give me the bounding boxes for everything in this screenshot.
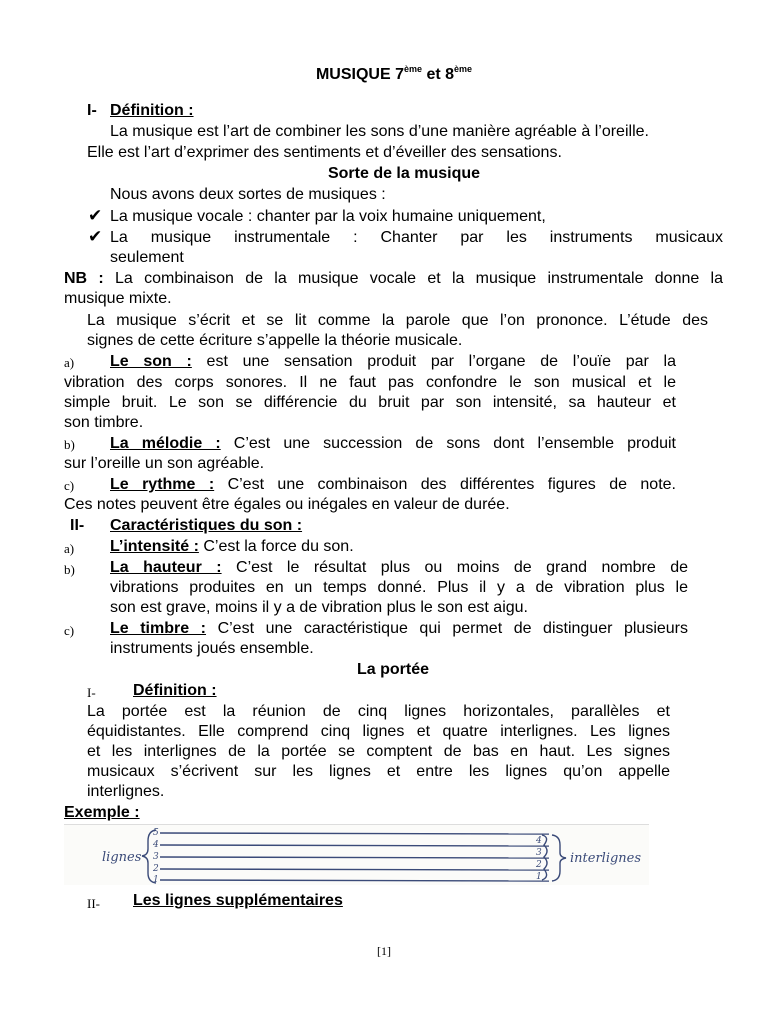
section-heading-definition-portee: Définition : bbox=[133, 682, 217, 699]
staff-line-number: 5 bbox=[153, 828, 159, 838]
staff-space-number: 4 bbox=[536, 836, 542, 846]
staff-line bbox=[160, 833, 549, 834]
section-number: I- bbox=[87, 102, 97, 119]
staff-line-number: 1 bbox=[153, 875, 159, 885]
staff-left-label: lignes bbox=[102, 850, 142, 865]
staff-line bbox=[160, 880, 549, 881]
list-item-continuation: seulement bbox=[110, 249, 184, 266]
paragraph-line: sur l’oreille un son agréable. bbox=[64, 455, 265, 472]
staff-line-number: 4 bbox=[153, 840, 159, 850]
list-marker: c) bbox=[64, 478, 75, 493]
definition-melodie: La mélodie : C’est une succession de sons dont l’ensemble produit bbox=[110, 435, 676, 452]
definition-intensite: L’intensité : C’est la force du son. bbox=[110, 538, 354, 555]
subsection-heading: La portée bbox=[356, 661, 429, 678]
paragraph-line: musique mixte. bbox=[64, 290, 172, 307]
term-timbre: Le timbre : bbox=[110, 620, 207, 637]
example-label: Exemple : bbox=[64, 804, 140, 821]
staff-space-number: 2 bbox=[536, 860, 542, 870]
paragraph-line: instruments joués ensemble. bbox=[110, 640, 314, 657]
nb-label: NB : bbox=[64, 270, 104, 287]
list-marker: a) bbox=[64, 355, 75, 370]
paragraph-line: signes de cette écriture s’appelle la théorie musicale. bbox=[87, 332, 463, 349]
list-marker: c) bbox=[64, 623, 75, 638]
paragraph-line: et les interlignes de la portée se comptent de bas en haut. Les signes bbox=[87, 743, 670, 760]
checkmark-icon: ✔ bbox=[88, 227, 103, 247]
definition-hauteur: La hauteur : C’est le résultat plus ou moins de grand nombre de bbox=[110, 559, 689, 576]
checkmark-icon: ✔ bbox=[88, 206, 103, 226]
staff-line bbox=[160, 845, 549, 846]
page-number: [1] bbox=[377, 944, 391, 958]
definition-son: Le son : est une sensation produit par l’organe de l’ouïe par la bbox=[110, 353, 676, 370]
term-son: Le son : bbox=[110, 353, 192, 370]
paragraph-line: La portée est la réunion de cinq lignes horizontales, parallèles et bbox=[87, 703, 670, 720]
staff-space-number: 1 bbox=[536, 872, 542, 882]
list-marker: a) bbox=[64, 541, 75, 556]
section-heading-caracteristiques: Caractéristiques du son : bbox=[110, 517, 303, 534]
paragraph-line: Nous avons deux sortes de musiques : bbox=[110, 186, 386, 203]
paragraph-line: musicaux s’écrivent sur les lignes et entre les lignes qu’on appelle bbox=[87, 763, 670, 780]
paragraph-line: Ces notes peuvent être égales ou inégales en valeur de durée. bbox=[64, 496, 510, 513]
section-number: II- bbox=[70, 517, 85, 534]
staff-line-number: 3 bbox=[153, 852, 159, 862]
staff-illustration bbox=[64, 824, 649, 885]
nb-paragraph: NB : La combinaison de la musique vocale et la musique instrumentale donne la bbox=[64, 270, 723, 287]
section-heading-lignes-supplementaires: Les lignes supplémentaires bbox=[133, 892, 343, 909]
paragraph-line: La musique est l’art de combiner les sons d’une manière agréable à l’oreille. bbox=[110, 123, 649, 140]
staff-space-number: 3 bbox=[536, 848, 542, 858]
term-intensite: L’intensité : bbox=[110, 538, 199, 555]
page-title: MUSIQUE 7ème et 8ème bbox=[315, 64, 473, 83]
paragraph-line: interlignes. bbox=[87, 783, 165, 800]
list-marker: b) bbox=[64, 437, 75, 452]
list-marker: b) bbox=[64, 562, 75, 577]
paragraph-line: La musique s’écrit et se lit comme la parole que l’on prononce. L’étude des bbox=[87, 312, 708, 329]
section-number: I- bbox=[87, 685, 96, 700]
subsection-heading: Sorte de la musique bbox=[327, 165, 481, 182]
staff-line bbox=[160, 857, 549, 858]
paragraph-line: simple bruit. Le son se différencie du bruit par son intensité, sa hauteur et bbox=[64, 394, 676, 411]
term-hauteur: La hauteur : bbox=[110, 559, 222, 576]
paragraph-line: équidistantes. Elle comprend cinq lignes et quatre interlignes. Les lignes bbox=[87, 723, 670, 740]
term-rythme: Le rythme : bbox=[110, 476, 215, 493]
section-heading-definition: Définition : bbox=[110, 102, 194, 119]
paragraph-line: son timbre. bbox=[64, 414, 144, 431]
definition-rythme: Le rythme : C’est une combinaison des différentes figures de note. bbox=[110, 476, 676, 493]
paragraph-line: Elle est l’art d’exprimer des sentiments et d’éveiller des sensations. bbox=[87, 144, 562, 161]
section-number: II- bbox=[87, 896, 100, 911]
paragraph-line: vibration des corps sonores. Il ne faut pas confondre le son musical et le bbox=[64, 374, 676, 391]
staff-line bbox=[160, 869, 549, 870]
paragraph-line: son est grave, moins il y a de vibration plus le son est aigu. bbox=[110, 599, 528, 616]
right-brace bbox=[552, 835, 566, 881]
staff-line-number: 2 bbox=[153, 864, 159, 874]
definition-timbre: Le timbre : C’est une caractéristique qui permet de distinguer plusieurs bbox=[110, 620, 688, 637]
term-melodie: La mélodie : bbox=[110, 435, 221, 452]
paragraph-line: vibrations produites en un temps donné. Plus il y a de vibration plus le bbox=[110, 579, 688, 596]
list-item: La musique vocale : chanter par la voix humaine uniquement, bbox=[110, 208, 546, 225]
staff-right-label: interlignes bbox=[570, 851, 642, 866]
list-item: La musique instrumentale : Chanter par les instruments musicaux bbox=[110, 229, 723, 246]
